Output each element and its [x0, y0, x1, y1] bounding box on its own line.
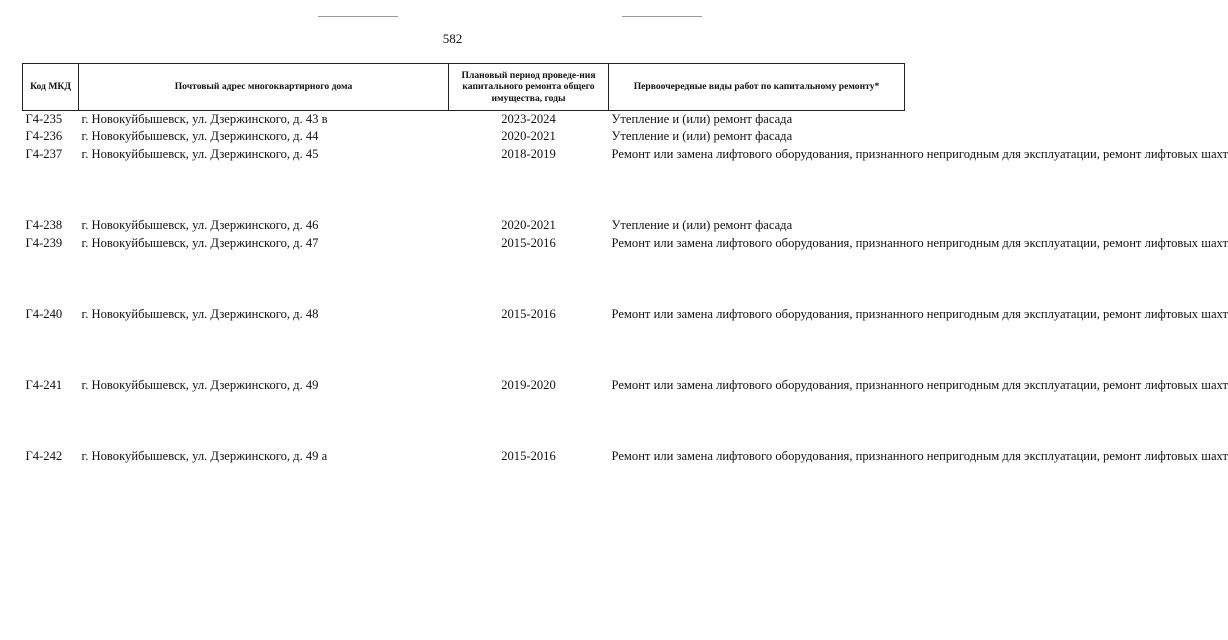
- header-rule-right: [622, 16, 702, 17]
- cell-code: Г4-237: [25, 147, 63, 161]
- cell-works: Ремонт или замена лифтового оборудования, признанного непригодным для эксплуатации, ремонт лифтовых шахт: [611, 147, 1228, 161]
- cell-works: Утепление и (или) ремонт фасада: [611, 129, 793, 143]
- cell-address: г. Новокуйбышевск, ул. Дзержинского, д. 45: [81, 147, 319, 161]
- cell-period: 2018-2019: [501, 147, 556, 161]
- cell-address: г. Новокуйбышевск, ул. Дзержинского, д. 43 в: [81, 112, 328, 126]
- table-row: [23, 377, 905, 448]
- cell-works: Утепление и (или) ремонт фасада: [611, 218, 793, 232]
- cell-code: Г4-240: [25, 307, 63, 321]
- table-row: [23, 235, 905, 306]
- cell-works: Утепление и (или) ремонт фасада: [611, 112, 793, 126]
- cell-period: 2015-2016: [501, 236, 556, 250]
- table-row: [23, 448, 905, 502]
- cell-period: 2020-2021: [501, 129, 556, 143]
- cell-works: Ремонт или замена лифтового оборудования, признанного непригодным для эксплуатации, ремонт лифтовых шахт: [611, 307, 1228, 321]
- table-row: [23, 111, 905, 129]
- cell-code: Г4-241: [25, 378, 63, 392]
- table-row: [23, 306, 905, 377]
- table-row: [23, 217, 905, 235]
- cell-code: Г4-242: [25, 449, 63, 463]
- cell-address: г. Новокуйбышевск, ул. Дзержинского, д. 49: [81, 378, 319, 392]
- cell-period: 2019-2020: [501, 378, 556, 392]
- page-number: 582: [442, 31, 463, 46]
- cell-address: г. Новокуйбышевск, ул. Дзержинского, д. 48: [81, 307, 319, 321]
- cell-period: 2015-2016: [501, 307, 556, 321]
- header-code: Код МКД: [23, 64, 79, 111]
- cell-code: Г4-239: [25, 236, 63, 250]
- cell-period: 2023-2024: [501, 112, 556, 126]
- repair-plan-table: [22, 63, 1228, 502]
- cell-code: Г4-235: [25, 112, 63, 126]
- table-row: [23, 146, 905, 217]
- header-period: Плановый период проведе-ния капитального ремонта общего имущества, годы: [449, 64, 609, 111]
- table-header-row: [23, 64, 905, 111]
- cell-address: г. Новокуйбышевск, ул. Дзержинского, д. 46: [81, 218, 319, 232]
- cell-works: Ремонт или замена лифтового оборудования, признанного непригодным для эксплуатации, ремонт лифтовых шахт: [611, 449, 1228, 463]
- cell-period: 2015-2016: [501, 449, 556, 463]
- cell-works: Ремонт или замена лифтового оборудования, признанного непригодным для эксплуатации, ремонт лифтовых шахт: [611, 236, 1228, 250]
- cell-code: Г4-238: [25, 218, 63, 232]
- cell-address: г. Новокуйбышевск, ул. Дзержинского, д. 44: [81, 129, 319, 143]
- cell-period: 2020-2021: [501, 218, 556, 232]
- header-rule-left: [318, 16, 398, 17]
- header-address: Почтовый адрес многоквартирного дома: [79, 64, 449, 111]
- table-row: [23, 128, 905, 146]
- cell-code: Г4-236: [25, 129, 63, 143]
- cell-address: г. Новокуйбышевск, ул. Дзержинского, д. 49 а: [81, 449, 328, 463]
- cell-address: г. Новокуйбышевск, ул. Дзержинского, д. 47: [81, 236, 319, 250]
- cell-works: Ремонт или замена лифтового оборудования, признанного непригодным для эксплуатации, ремонт лифтовых шахт: [611, 378, 1228, 392]
- header-works: Первоочередные виды работ по капитальному ремонту*: [609, 64, 905, 111]
